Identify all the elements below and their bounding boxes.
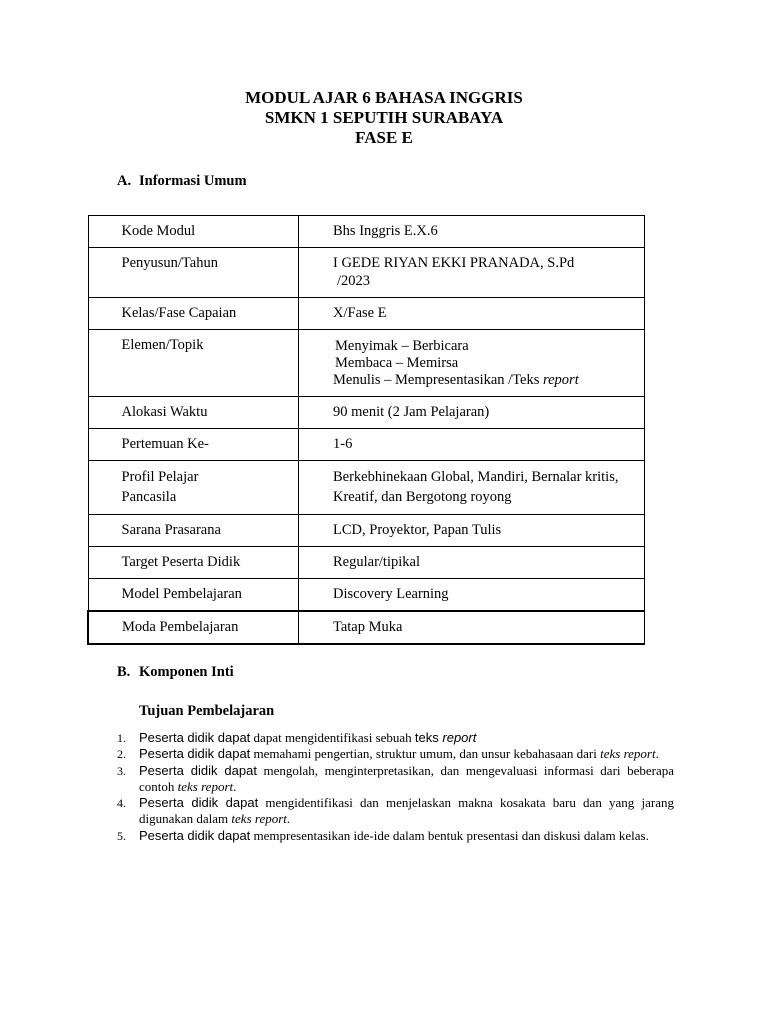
- objective-text: mengidentifikasi dan menjelaskan makna kosakata baru dan yang jarang digunakan dalam: [139, 795, 674, 827]
- row-label-moda: Moda Pembelajaran: [88, 611, 299, 644]
- row-label-kode-modul: Kode Modul: [88, 216, 299, 248]
- objective-term-italic: teks report: [177, 778, 234, 794]
- row-value-alokasi: 90 menit (2 Jam Pelajaran): [299, 397, 645, 429]
- objective-end: .: [233, 778, 237, 794]
- row-value-model: Discovery Learning: [299, 579, 645, 612]
- elemen-line-2: Membaca – Memirsa: [335, 355, 459, 371]
- row-value-penyusun: [299, 248, 645, 298]
- document-title: [0, 88, 768, 148]
- objective-term-italic: report: [442, 730, 477, 745]
- list-item: [117, 746, 674, 762]
- row-label-model: Model Pembelajaran: [88, 579, 299, 612]
- objective-subject: Peserta didik dapat: [139, 746, 251, 762]
- section-b-letter: B.: [117, 664, 131, 680]
- objective-text: memahami pengertian, struktur umum, dan unsur kebahasaan dari: [250, 746, 601, 762]
- list-item: [117, 795, 674, 828]
- list-item: [117, 828, 674, 844]
- row-label-sarana: Sarana Prasarana: [88, 515, 299, 547]
- objective-text: mempresentasikan ide-ide dalam bentuk presentasi dan diskusi dalam kelas: [250, 827, 646, 843]
- table-row: [88, 397, 645, 429]
- objective-term-italic: teks report: [600, 746, 656, 762]
- objective-subject: Peserta didik dapat: [139, 762, 257, 778]
- table-row: [88, 429, 645, 461]
- list-item: [117, 763, 674, 796]
- profil-value-line-1: Berkebhinekaan Global, Mandiri, Bernalar kritis,: [333, 469, 619, 485]
- list-item: [117, 730, 674, 746]
- elemen-line-3-text: Menulis – Mempresentasikan /Teks: [333, 372, 544, 388]
- table-row: [88, 216, 645, 248]
- objective-subject: Peserta didik dapat: [139, 827, 251, 843]
- objective-end: .: [655, 746, 659, 762]
- list-number: 1.: [117, 731, 126, 745]
- objective-text: dapat mengidentifikasi sebuah: [250, 730, 415, 745]
- list-number: 5.: [117, 828, 126, 843]
- list-number: 2.: [117, 747, 126, 762]
- section-a-title: Informasi Umum: [139, 173, 247, 189]
- table-row: [88, 611, 645, 644]
- row-value-moda: Tatap Muka: [299, 611, 645, 644]
- profil-label-line-1: Profil Pelajar: [121, 469, 199, 485]
- profil-label-line-2: Pancasila: [121, 489, 177, 505]
- objective-term: teks: [414, 730, 443, 745]
- section-a-letter: A.: [117, 173, 132, 189]
- row-value-elemen: [299, 330, 645, 397]
- table-row: [88, 547, 645, 579]
- row-label-alokasi: Alokasi Waktu: [88, 397, 299, 429]
- section-b-title: Komponen Inti: [139, 664, 234, 680]
- row-value-profil: [299, 461, 645, 515]
- row-label-elemen: Elemen/Topik: [88, 330, 299, 397]
- objective-text: mengolah, menginterpretasikan, dan mengevaluasi informasi dari beberapa contoh: [139, 762, 675, 794]
- title-line-1: MODUL AJAR 6 BAHASA INGGRIS: [245, 88, 523, 107]
- list-number: 4.: [117, 796, 126, 811]
- row-value-sarana: LCD, Proyektor, Papan Tulis: [299, 515, 645, 547]
- info-table: [87, 215, 645, 645]
- elemen-line-1: Menyimak – Berbicara: [335, 338, 469, 354]
- section-a-heading: [117, 173, 247, 190]
- title-line-2: SMKN 1 SEPUTIH SURABAYA: [264, 108, 504, 127]
- table-row: [88, 515, 645, 547]
- row-value-kode-modul: Bhs Inggris E.X.6: [299, 216, 645, 248]
- elemen-line-3: [333, 372, 644, 389]
- objective-end: .: [645, 827, 649, 843]
- row-label-target: Target Peserta Didik: [88, 547, 299, 579]
- table-row: [88, 298, 645, 330]
- title-line-3: FASE E: [355, 128, 413, 147]
- elemen-line-3-italic: report: [543, 372, 579, 388]
- row-value-kelas: X/Fase E: [299, 298, 645, 330]
- row-label-kelas: Kelas/Fase Capaian: [88, 298, 299, 330]
- row-value-pertemuan: 1-6: [299, 429, 645, 461]
- objectives-heading: Tujuan Pembelajaran: [139, 703, 275, 719]
- row-label-penyusun: Penyusun/Tahun: [88, 248, 299, 298]
- row-value-target: Regular/tipikal: [299, 547, 645, 579]
- objectives-list: [117, 730, 674, 844]
- objective-term-italic: teks report: [231, 811, 287, 827]
- table-row: [88, 330, 645, 397]
- section-b-heading: [117, 664, 234, 681]
- table-row: [88, 579, 645, 612]
- objective-subject: Peserta didik dapat: [139, 730, 251, 745]
- objective-end: .: [286, 811, 291, 827]
- list-number: 3.: [117, 763, 126, 778]
- table-row: [88, 461, 645, 515]
- penyusun-year: /2023: [337, 273, 371, 289]
- table-row: [88, 248, 645, 298]
- penyusun-name: I GEDE RIYAN EKKI PRANADA, S.Pd: [333, 255, 575, 271]
- row-label-pertemuan: Pertemuan Ke-: [88, 429, 299, 461]
- objective-subject: Peserta didik dapat: [139, 795, 259, 811]
- profil-value-line-2: Kreatif, dan Bergotong royong: [333, 489, 512, 505]
- row-label-profil: [88, 461, 299, 515]
